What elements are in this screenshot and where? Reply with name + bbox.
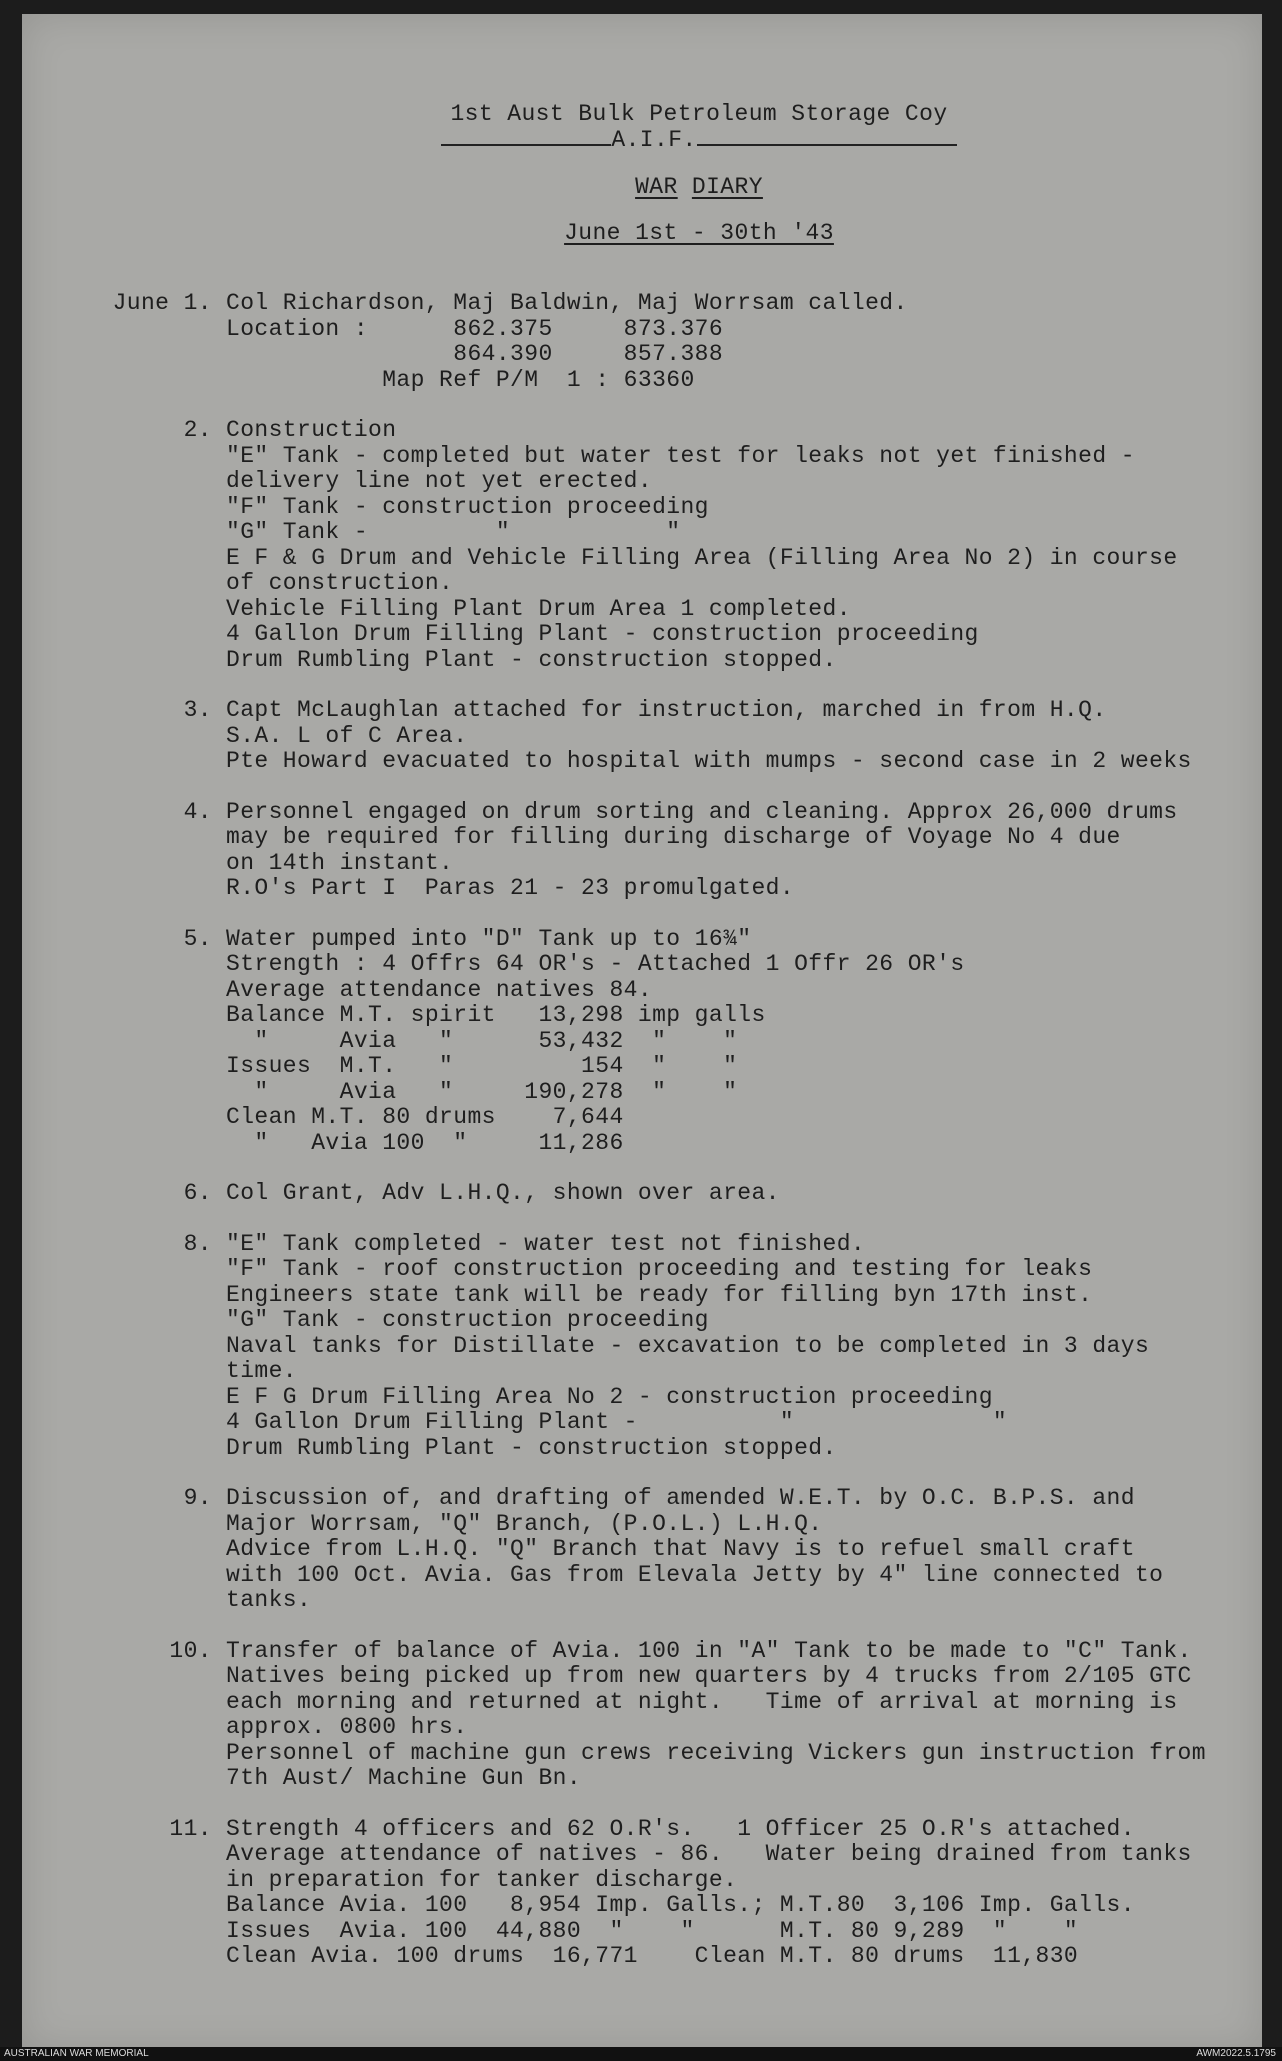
entry-line: E F G Drum Filling Area No 2 - construction proceeding <box>226 1383 993 1410</box>
diary-entry <box>54 1232 1274 1462</box>
footer-reference: AWM2022.5.1795 <box>1196 2048 1276 2059</box>
entry-line: on 14th instant. <box>226 849 454 876</box>
entry-line: Vehicle Filling Plant Drum Area 1 completed. <box>226 595 851 622</box>
entry-line: of construction. <box>226 570 454 596</box>
header-rule-right <box>697 130 957 146</box>
entry-line: Strength 4 officers and 62 O.R's. 1 Officer 25 O.R's attached. <box>226 1815 1135 1842</box>
entry-line: Transfer of balance of Avia. 100 in "A" Tank to be made to "C" Tank. <box>226 1637 1192 1664</box>
entry-line: Clean Avia. 100 drums 16,771 Clean M.T. 80 drums 11,830 <box>226 1943 1079 1969</box>
entry-line: tanks. <box>226 1587 312 1613</box>
entry-line: Clean M.T. 80 drums 7,644 <box>226 1104 624 1130</box>
diary-entry <box>54 800 1274 902</box>
entry-line: "G" Tank - construction proceeding <box>226 1307 709 1333</box>
date-range-text: June 1st - 30th '43 <box>564 219 834 246</box>
entry-line: Balance Avia. 100 8,954 Imp. Galls.; M.T.80 3,106 Imp. Galls. <box>226 1892 1135 1918</box>
diary-entry <box>54 1181 1274 1207</box>
entry-line: S.A. L of C Area. <box>226 722 468 749</box>
entry-line: "E" Tank completed - water test not finished. <box>226 1230 866 1257</box>
diary-label: DIARY <box>691 174 763 200</box>
entry-line: Col Richardson, Maj Baldwin, Maj Worrsam called. <box>226 290 908 316</box>
header-rule-left <box>441 130 611 146</box>
entry-line: Drum Rumbling Plant - construction stopped. <box>226 1434 837 1461</box>
entry-line: "E" Tank - completed but water test for leaks not yet finished - <box>226 442 1135 469</box>
entry-date: 9. <box>183 1485 212 1511</box>
diary-entries <box>54 291 1274 1970</box>
entry-line: 7th Aust/ Machine Gun Bn. <box>226 1765 582 1791</box>
diary-entry <box>54 698 1274 775</box>
entry-date: 8. <box>183 1230 212 1257</box>
war-label: WAR <box>635 174 678 200</box>
entry-line: Pte Howard evacuated to hospital with mumps - second case in 2 weeks <box>226 748 1192 774</box>
entry-line: Average attendance natives 84. <box>226 976 653 1003</box>
entry-line: Construction <box>226 417 397 443</box>
aif-label: A.I.F. <box>611 126 697 153</box>
entry-date: 11. <box>169 1815 212 1842</box>
entry-line: 4 Gallon Drum Filling Plant - construction proceeding <box>226 621 979 647</box>
aif-line <box>124 128 1274 154</box>
diary-entry <box>54 927 1274 1157</box>
entry-line: 4 Gallon Drum Filling Plant - " " <box>226 1409 1008 1435</box>
entry-line: Major Worrsam, "Q" Branch, (P.O.L.) L.H.Q. <box>226 1510 823 1537</box>
entry-line: Issues M.T. " 154 " " <box>226 1053 738 1079</box>
footer-institution: AUSTRALIAN WAR MEMORIAL <box>4 2048 149 2059</box>
entry-line: Balance M.T. spirit 13,298 imp galls <box>226 1002 766 1028</box>
entry-body <box>212 418 1274 673</box>
entry-line: " Avia " 190,278 " " <box>226 1078 738 1105</box>
entry-date: 10. <box>169 1637 212 1664</box>
entry-line: may be required for filling during discharge of Voyage No 4 due <box>226 824 1121 850</box>
entry-line: Natives being picked up from new quarters by 4 trucks from 2/105 GTC <box>226 1663 1192 1689</box>
entry-line: " Avia " 53,432 " " <box>226 1027 738 1054</box>
entry-line: approx. 0800 hrs. <box>226 1714 468 1740</box>
entry-date: 3. <box>183 697 212 723</box>
entry-line: Personnel of machine gun crews receiving Vickers gun instruction from <box>226 1739 1206 1766</box>
entry-line: "G" Tank - " " <box>226 519 681 545</box>
diary-entry <box>54 291 1274 393</box>
diary-page <box>54 102 1274 1995</box>
entry-line: Drum Rumbling Plant - construction stopped. <box>226 646 837 673</box>
entry-date: 2. <box>183 417 212 443</box>
entry-line: with 100 Oct. Avia. Gas from Elevala Jetty by 4" line connected to <box>226 1561 1164 1588</box>
archive-footer <box>0 2047 1282 2061</box>
diary-entry <box>54 418 1274 673</box>
entry-line: "F" Tank - roof construction proceeding and testing for leaks <box>226 1256 1093 1282</box>
entry-body <box>212 1486 1274 1614</box>
entry-body <box>212 927 1274 1157</box>
entry-date: 4. <box>183 798 212 825</box>
entry-line: "F" Tank - construction proceeding <box>226 493 709 520</box>
entry-date: 6. <box>183 1180 212 1206</box>
entry-line: Map Ref P/M 1 : 63360 <box>226 366 695 393</box>
entry-body <box>212 1817 1274 1970</box>
entry-body <box>212 698 1274 775</box>
entry-line: Col Grant, Adv L.H.Q., shown over area. <box>226 1180 780 1206</box>
unit-title: 1st Aust Bulk Petroleum Storage Coy <box>450 101 948 127</box>
entry-line: Strength : 4 Offrs 64 OR's - Attached 1 Offr 26 OR's <box>226 951 965 977</box>
war-diary-title <box>124 175 1274 201</box>
paper-sheet <box>22 14 1262 2050</box>
entry-line: Advice from L.H.Q. "Q" Branch that Navy is to refuel small craft <box>226 1536 1135 1562</box>
diary-entry <box>54 1817 1274 1970</box>
diary-entry <box>54 1639 1274 1792</box>
entry-line: Discussion of, and drafting of amended W.E.T. by O.C. B.P.S. and <box>226 1485 1135 1511</box>
diary-entry <box>54 1486 1274 1614</box>
entry-line: Location : 862.375 873.376 <box>226 315 724 342</box>
entry-line: " Avia 100 " 11,286 <box>226 1129 624 1156</box>
entry-line: Personnel engaged on drum sorting and cleaning. Approx 26,000 drums <box>226 798 1178 825</box>
entry-line: Average attendance of natives - 86. Water being drained from tanks <box>226 1841 1192 1867</box>
entry-body <box>212 291 1274 393</box>
document-header <box>54 102 1274 246</box>
entry-line: Issues Avia. 100 44,880 " " M.T. 80 9,289 " " <box>226 1917 1079 1944</box>
entry-line: Capt McLaughlan attached for instruction, marched in from H.Q. <box>226 697 1107 723</box>
entry-date: June 1. <box>112 290 212 316</box>
entry-line: Naval tanks for Distillate - excavation to be completed in 3 days <box>226 1332 1150 1359</box>
entry-line: in preparation for tanker discharge. <box>226 1866 738 1893</box>
entry-line: each morning and returned at night. Time of arrival at morning is <box>226 1688 1178 1715</box>
entry-date: 5. <box>183 925 212 952</box>
entry-line: Water pumped into "D" Tank up to 16¾" <box>226 925 752 952</box>
entry-line: delivery line not yet erected. <box>226 468 653 494</box>
entry-line: time. <box>226 1358 298 1384</box>
entry-line: 864.390 857.388 <box>226 341 724 367</box>
entry-line: E F & G Drum and Vehicle Filling Area (Filling Area No 2) in course <box>226 544 1178 571</box>
entry-body <box>212 1232 1274 1462</box>
entry-body <box>212 1181 1274 1207</box>
entry-body <box>212 1639 1274 1792</box>
entry-line: Engineers state tank will be ready for filling byn 17th inst. <box>226 1281 1093 1308</box>
entry-body <box>212 800 1274 902</box>
date-range <box>124 221 1274 247</box>
entry-line: R.O's Part I Paras 21 - 23 promulgated. <box>226 875 795 901</box>
